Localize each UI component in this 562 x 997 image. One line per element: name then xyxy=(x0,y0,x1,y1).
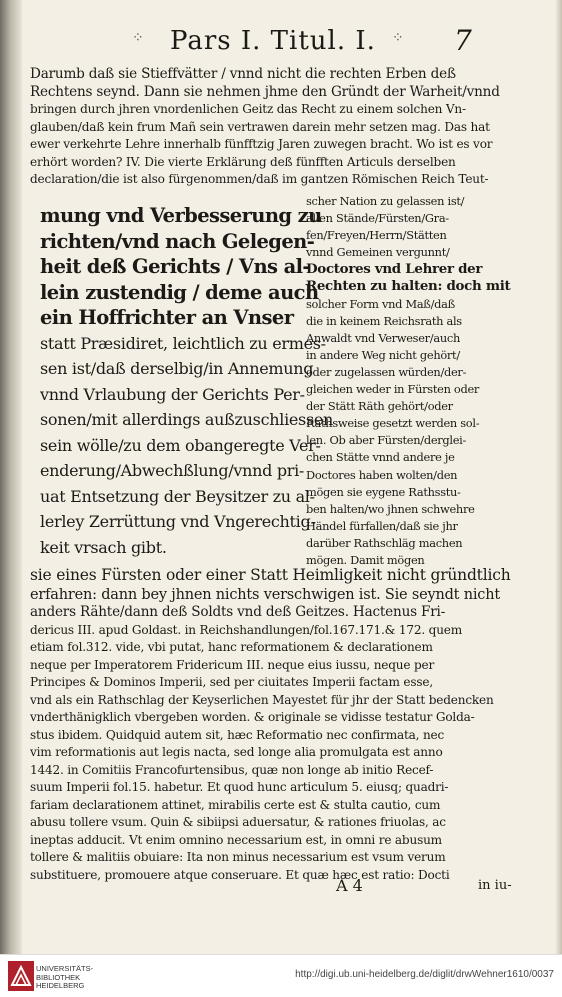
text-line: fariam declarationem attinet, mirabilis certe est & stulta cautio, cum xyxy=(30,797,441,812)
text-line: Doctores vnd Lehrer der xyxy=(306,261,483,278)
text-line: vnderthänigklich vbergeben worden. & originale se vidisse testatur Golda- xyxy=(30,710,475,724)
text-line: statt Præsidiret, leichtlich zu ermes- xyxy=(40,333,326,353)
text-line: suum Imperii fol.15. habetur. Et quod hunc articulum 5. eiusq; quadri- xyxy=(30,780,449,794)
page-number: 7 xyxy=(454,24,472,57)
left-column-text xyxy=(40,203,334,560)
library-logo-icon xyxy=(8,961,34,991)
text-line: Rechten zu halten: doch mit xyxy=(306,278,511,295)
text-line: len. Ob aber Fürsten/derglei- xyxy=(306,433,467,448)
text-line: erhört worden? IV. Die vierte Erklärung deß fünfften Articuls derselben xyxy=(30,154,456,169)
text-line: gleichen weder in Fürsten oder xyxy=(306,382,480,397)
text-line: substituere, promouere atque conseruare. Et quæ hæc est ratio: Docti xyxy=(30,867,450,882)
page-footer xyxy=(0,876,562,896)
text-line: Rechtens seynd. Dann sie nehmen jhme den Gründt der Warheit/vnnd xyxy=(30,83,500,100)
text-line: ineptas adducit. Vt enim omnino necessarium est, in omni re abusum xyxy=(30,832,442,847)
text-line: stus ibidem. Quidquid autem sit, hæc Reformatio nec confirmata, nec xyxy=(30,727,445,742)
text-line: solcher Form vnd Maß/daß xyxy=(306,296,455,311)
running-header xyxy=(130,20,540,60)
text-line: mögen sie eygene Rathsstu- xyxy=(306,484,461,499)
text-line: Rathsweise gesetzt werden sol- xyxy=(306,416,480,431)
text-line: keit vrsach gibt. xyxy=(40,537,167,557)
text-line: lein zustendig / deme auch xyxy=(40,280,319,304)
library-name-line: BIBLIOTHEK xyxy=(36,972,81,982)
text-line: Anwaldt vnd Verweser/auch xyxy=(306,330,460,345)
text-line: vnnd Gemeinen vergunnt/ xyxy=(306,245,450,260)
text-line: heit deß Gerichts / Vns al- xyxy=(40,255,310,278)
text-line: enderung/Abwechßlung/vnnd pri- xyxy=(40,461,305,480)
text-line: die in keinem Reichsrath als xyxy=(306,313,462,328)
text-line: Darumb daß sie Stieffvätter / vnnd nicht die rechten Erben deß xyxy=(30,66,456,82)
text-line: dericus III. apud Goldast. in Reichshandlungen/fol.167.171.& 172. quem xyxy=(30,622,463,637)
text-line: darüber Rathschläg machen xyxy=(306,535,463,550)
text-line: uat Entsetzung der Beysitzer zu al- xyxy=(40,486,315,506)
text-line: ben halten/wo jhnen schwehre xyxy=(306,501,475,516)
text-line: scher Nation zu gelassen ist/ xyxy=(306,194,465,208)
library-banner xyxy=(0,954,562,997)
text-line: richten/vnd nach Gelegen- xyxy=(40,229,315,253)
header-ornament-right: ⁘ xyxy=(392,30,404,46)
text-line: mung vnd Verbesserung zu xyxy=(40,204,322,227)
text-line: der Stätt Räth gehört/oder xyxy=(306,399,453,414)
text-line: vnnd Vrlaubung der Gerichts Per- xyxy=(40,384,305,404)
header-ornament-left: ⁘ xyxy=(132,30,144,46)
text-line: sonen/mit allerdings außzuschliessen xyxy=(40,410,334,429)
text-line: erfahren: dann bey jhnen nichts verschwigen ist. Sie seyndt nicht xyxy=(30,586,500,603)
text-line: fen/Freyen/Herrn/Stätten xyxy=(306,228,447,243)
text-line: allen Stände/Fürsten/Gra- xyxy=(306,211,449,226)
text-line: anders Rähte/dann deß Soldts vnd deß Geitzes. Hactenus Fri- xyxy=(30,604,446,620)
text-line: abusu tollere vsum. Quin & sibiipsi aduersatur, & rationes friuolas, ac xyxy=(30,815,446,829)
text-line: lerley Zerrüttung vnd Vngerechtig- xyxy=(40,512,316,531)
text-line: sen ist/daß derselbig/in Annemung xyxy=(40,359,314,378)
bottom-text-block xyxy=(30,566,540,884)
text-line: glauben/daß kein frum Mañ sein vertrawen darein mehr setzen mag. Das hat xyxy=(30,119,490,134)
text-line: Händel fürfallen/daß sie jhr xyxy=(306,518,458,533)
library-url-link[interactable]: http://digi.ub.uni-heidelberg.de/diglit/drwWehner1610/0037 xyxy=(295,969,554,980)
text-line: etiam fol.312. vide, vbi putat, hanc reformationem & declarationem xyxy=(30,640,433,654)
text-line: bringen durch jhren vnordenlichen Geitz das Recht zu einem solchen Vn- xyxy=(30,102,466,116)
signature-mark: A 4 xyxy=(336,876,363,895)
text-line: sein wölle/zu dem obangeregte Ver- xyxy=(40,435,321,455)
text-line: oder zugelassen würden/der- xyxy=(306,364,467,379)
right-column-text xyxy=(306,193,540,569)
text-line: tollere & malitiis obuiare: Ita non minus necessarium est vsum verum xyxy=(30,850,446,864)
text-line: mögen. Damit mögen xyxy=(306,552,425,567)
text-line: chen Stätte vnnd andere je xyxy=(306,450,455,465)
text-line: vnd als ein Rathschlag der Keyserlichen Mayestet für jhr der Statt bedencken xyxy=(30,692,494,707)
text-line: sie eines Fürsten oder einer Statt Heimligkeit nicht gründtlich xyxy=(30,566,511,584)
text-line: ein Hoffrichter an Vnser xyxy=(40,306,294,329)
text-line: neque per Imperatorem Fridericum III. neque eius iussu, neque per xyxy=(30,657,435,672)
library-name-line: UNIVERSITÄTS- xyxy=(36,964,94,973)
text-line: Doctores haben wolten/den xyxy=(306,467,458,482)
page-right-edge xyxy=(555,0,562,996)
catchword: in iu- xyxy=(478,878,512,893)
text-line: vim reformationis aut legis nacta, sed longe alia promulgata est anno xyxy=(30,745,443,759)
text-line: Principes & Dominos Imperii, sed per ciuitates Imperii factam esse, xyxy=(30,675,433,689)
text-line: in andere Weg nicht gehört/ xyxy=(306,347,460,362)
library-name-line: HEIDELBERG xyxy=(36,981,85,990)
page-title: Pars I. Titul. I. xyxy=(170,26,376,56)
text-line: 1442. in Comitiis Francofurtensibus, quæ non longe ab initio Recef- xyxy=(30,762,434,777)
book-gutter-edge xyxy=(0,0,22,996)
library-name xyxy=(36,965,93,991)
top-text-block xyxy=(30,66,540,189)
text-line: ewer verkehrte Lehre innerhalb fünfftzig Jaren zuwegen bracht. Wo ist es vor xyxy=(30,137,493,151)
text-line: declaration/die ist also fürgenommen/daß im gantzen Römischen Reich Teut- xyxy=(30,172,489,186)
